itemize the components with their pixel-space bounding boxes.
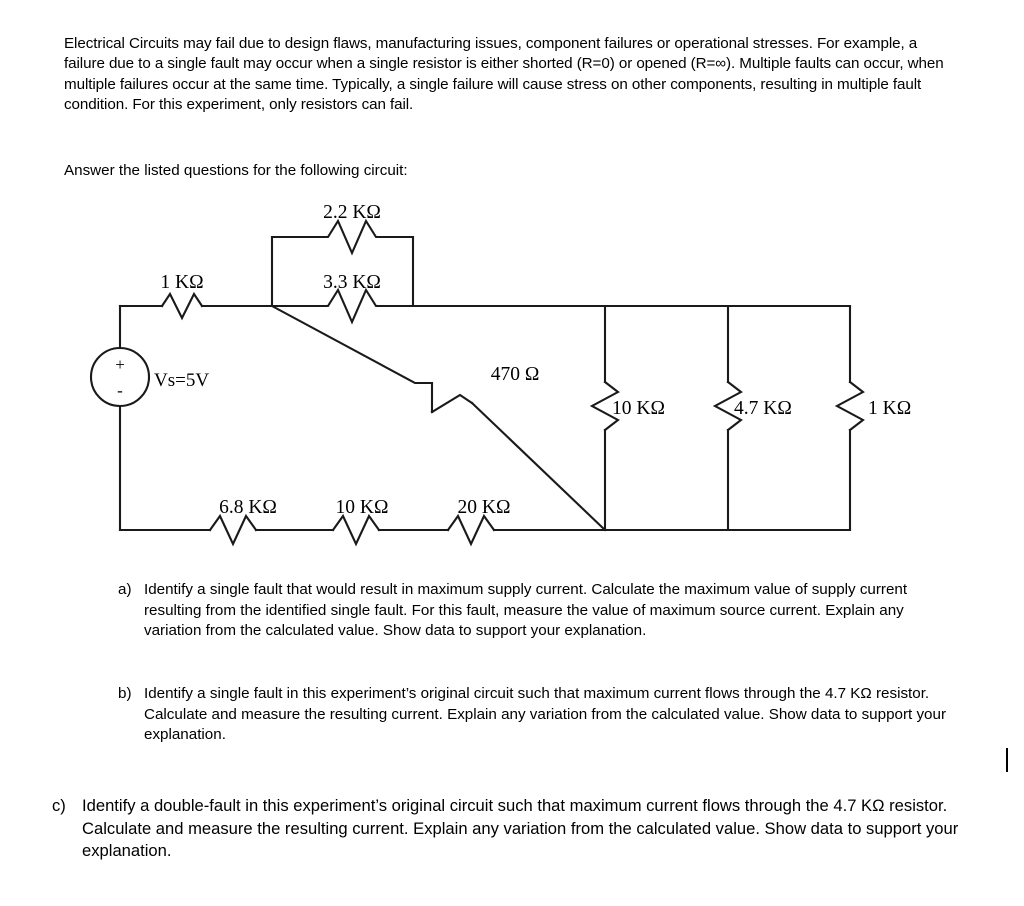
question-a — [118, 580, 940, 642]
resistor-10k-bottom-symbol — [333, 516, 379, 544]
text-cursor-caret — [1006, 748, 1008, 772]
resistor-6k8-symbol — [210, 516, 256, 544]
question-a-marker: a) — [118, 581, 132, 598]
voltage-source-label: Vs=5V — [154, 370, 210, 391]
resistor-1k-top-label: 1 KΩ — [160, 272, 204, 293]
resistor-2k2-symbol — [272, 221, 413, 253]
resistor-20k-symbol — [448, 516, 494, 544]
resistor-20k-label: 20 KΩ — [457, 497, 511, 518]
question-b-text: Identify a single fault in this experiment’s original circuit such that maximum current flows through the 4.7 KΩ resistor. Calculate and measure the resulting current. Explain any variation from the calculated value. Show data to support your explanation. — [144, 685, 947, 744]
question-c — [52, 795, 962, 863]
resistor-10k-branch-label: 10 KΩ — [612, 398, 665, 419]
resistor-1k-top-symbol — [162, 294, 202, 318]
answer-prompt: Answer the listed questions for the following circuit: — [64, 162, 408, 180]
source-minus-sign: - — [117, 381, 123, 400]
resistor-10k-bottom-label: 10 KΩ — [335, 497, 389, 518]
circuit-schematic-svg — [60, 190, 970, 550]
resistor-2k2-label: 2.2 KΩ — [323, 202, 381, 223]
branch-1k-right — [837, 306, 863, 530]
resistor-6k8-label: 6.8 KΩ — [219, 497, 277, 518]
question-a-text: Identify a single fault that would result in maximum supply current. Calculate the maximum value of supply current resulting from the identified single fault. For this fault, measure the value of maximum source current. Explain any variation from the calculated value. Show data to support your explanation. — [144, 581, 908, 640]
resistor-4k7-branch-label: 4.7 KΩ — [734, 398, 792, 419]
question-b-marker: b) — [118, 685, 132, 702]
question-c-text: Identify a double-fault in this experiment’s original circuit such that maximum current flows through the 4.7 KΩ resistor. Calculate and measure the resulting current. Explain any variation from the calculated value. Show data to support your explanation. — [82, 796, 959, 861]
resistor-470-label: 470 Ω — [490, 364, 540, 385]
resistor-1k-branch-symbol — [837, 382, 863, 430]
question-c-marker: c) — [52, 796, 66, 815]
resistor-3k3-label: 3.3 KΩ — [323, 272, 381, 293]
circuit-diagram — [60, 190, 970, 550]
resistor-1k-branch-label: 1 KΩ — [868, 398, 912, 419]
question-b — [118, 684, 948, 746]
source-plus-sign: + — [115, 355, 125, 374]
diagonal-branch — [272, 306, 605, 530]
intro-paragraph: Electrical Circuits may fail due to design flaws, manufacturing issues, component failures or operational stresses. For example, a failure due to a single fault may occur when a single resistor is either shorted (R=0) or opened (R=∞). Multiple faults can occur, when multiple failures occur at the same time. Typically, a single failure will cause stress on other components, resulting in multiple fault condition. For this experiment, only resistors can fail. — [64, 35, 944, 114]
resistor-470-symbol — [432, 395, 472, 412]
